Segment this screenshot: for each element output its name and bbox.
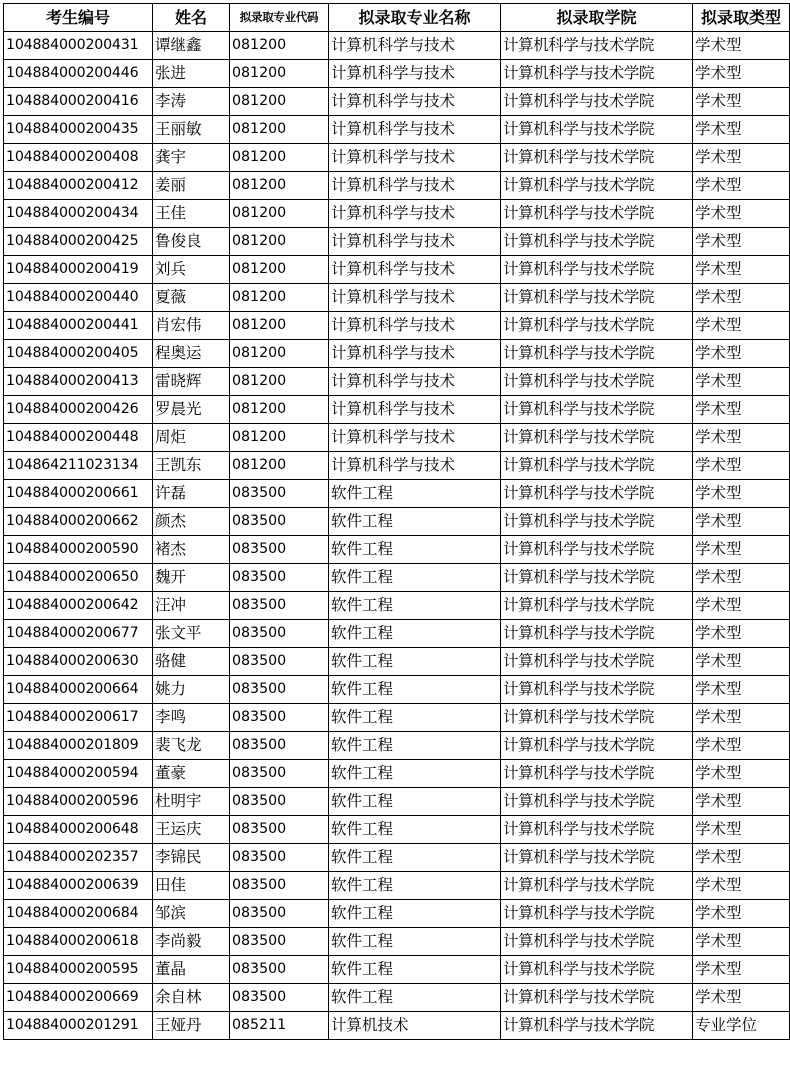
table-row bbox=[4, 732, 790, 760]
cell-college: 计算机科学与技术学院 bbox=[501, 88, 693, 116]
cell-college: 计算机科学与技术学院 bbox=[501, 704, 693, 732]
cell-major-name: 计算机科学与技术 bbox=[329, 424, 501, 452]
cell-major-name: 软件工程 bbox=[329, 760, 501, 788]
table-row bbox=[4, 88, 790, 116]
cell-exam-id: 104884000200426 bbox=[4, 396, 153, 424]
cell-type: 学术型 bbox=[693, 704, 790, 732]
cell-exam-id: 104884000200639 bbox=[4, 872, 153, 900]
cell-major-code: 083500 bbox=[230, 816, 329, 844]
header-exam-id: 考生编号 bbox=[4, 4, 153, 32]
cell-name: 周炬 bbox=[153, 424, 230, 452]
admission-table bbox=[3, 3, 790, 1040]
cell-major-code: 081200 bbox=[230, 396, 329, 424]
cell-exam-id: 104884000200664 bbox=[4, 676, 153, 704]
cell-major-name: 计算机科学与技术 bbox=[329, 88, 501, 116]
cell-major-code: 083500 bbox=[230, 592, 329, 620]
cell-major-code: 081200 bbox=[230, 88, 329, 116]
cell-name: 刘兵 bbox=[153, 256, 230, 284]
cell-college: 计算机科学与技术学院 bbox=[501, 200, 693, 228]
cell-major-code: 083500 bbox=[230, 900, 329, 928]
cell-type: 学术型 bbox=[693, 732, 790, 760]
cell-exam-id: 104884000200662 bbox=[4, 508, 153, 536]
cell-major-name: 计算机科学与技术 bbox=[329, 368, 501, 396]
table-row bbox=[4, 956, 790, 984]
cell-major-name: 计算机科学与技术 bbox=[329, 256, 501, 284]
table-row bbox=[4, 900, 790, 928]
cell-name: 许磊 bbox=[153, 480, 230, 508]
cell-exam-id: 104884000200590 bbox=[4, 536, 153, 564]
cell-exam-id: 104884000200405 bbox=[4, 340, 153, 368]
cell-type: 学术型 bbox=[693, 564, 790, 592]
cell-name: 鲁俊良 bbox=[153, 228, 230, 256]
header-major-name: 拟录取专业名称 bbox=[329, 4, 501, 32]
cell-college: 计算机科学与技术学院 bbox=[501, 732, 693, 760]
cell-type: 学术型 bbox=[693, 32, 790, 60]
cell-name: 张文平 bbox=[153, 620, 230, 648]
cell-major-code: 083500 bbox=[230, 676, 329, 704]
cell-major-name: 软件工程 bbox=[329, 676, 501, 704]
cell-exam-id: 104884000202357 bbox=[4, 844, 153, 872]
cell-major-code: 081200 bbox=[230, 452, 329, 480]
table-row bbox=[4, 32, 790, 60]
cell-exam-id: 104884000200677 bbox=[4, 620, 153, 648]
table-row bbox=[4, 844, 790, 872]
cell-major-code: 081200 bbox=[230, 340, 329, 368]
table-row bbox=[4, 340, 790, 368]
cell-major-name: 软件工程 bbox=[329, 956, 501, 984]
cell-major-name: 软件工程 bbox=[329, 928, 501, 956]
cell-major-code: 083500 bbox=[230, 564, 329, 592]
cell-college: 计算机科学与技术学院 bbox=[501, 536, 693, 564]
cell-exam-id: 104884000200431 bbox=[4, 32, 153, 60]
table-row bbox=[4, 480, 790, 508]
cell-type: 学术型 bbox=[693, 760, 790, 788]
cell-major-code: 081200 bbox=[230, 256, 329, 284]
cell-major-code: 081200 bbox=[230, 424, 329, 452]
cell-major-code: 081200 bbox=[230, 60, 329, 88]
cell-exam-id: 104884000200416 bbox=[4, 88, 153, 116]
cell-college: 计算机科学与技术学院 bbox=[501, 648, 693, 676]
cell-exam-id: 104884000200446 bbox=[4, 60, 153, 88]
cell-college: 计算机科学与技术学院 bbox=[501, 928, 693, 956]
cell-name: 魏开 bbox=[153, 564, 230, 592]
table-row bbox=[4, 172, 790, 200]
table-row bbox=[4, 60, 790, 88]
cell-college: 计算机科学与技术学院 bbox=[501, 368, 693, 396]
cell-name: 董豪 bbox=[153, 760, 230, 788]
cell-major-code: 083500 bbox=[230, 984, 329, 1012]
cell-name: 王丽敏 bbox=[153, 116, 230, 144]
table-row bbox=[4, 620, 790, 648]
cell-type: 专业学位 bbox=[693, 1012, 790, 1040]
cell-college: 计算机科学与技术学院 bbox=[501, 172, 693, 200]
cell-major-code: 083500 bbox=[230, 928, 329, 956]
table-row bbox=[4, 256, 790, 284]
cell-college: 计算机科学与技术学院 bbox=[501, 60, 693, 88]
cell-type: 学术型 bbox=[693, 676, 790, 704]
cell-type: 学术型 bbox=[693, 424, 790, 452]
cell-name: 余自林 bbox=[153, 984, 230, 1012]
cell-type: 学术型 bbox=[693, 256, 790, 284]
cell-major-name: 计算机科学与技术 bbox=[329, 396, 501, 424]
cell-major-name: 软件工程 bbox=[329, 536, 501, 564]
cell-exam-id: 104884000200413 bbox=[4, 368, 153, 396]
cell-major-name: 计算机科学与技术 bbox=[329, 452, 501, 480]
cell-type: 学术型 bbox=[693, 816, 790, 844]
cell-type: 学术型 bbox=[693, 508, 790, 536]
cell-major-code: 081200 bbox=[230, 284, 329, 312]
cell-name: 王佳 bbox=[153, 200, 230, 228]
cell-major-code: 083500 bbox=[230, 844, 329, 872]
cell-name: 邹滨 bbox=[153, 900, 230, 928]
table-row bbox=[4, 312, 790, 340]
table-row bbox=[4, 788, 790, 816]
cell-major-code: 083500 bbox=[230, 788, 329, 816]
cell-name: 骆健 bbox=[153, 648, 230, 676]
cell-exam-id: 104884000200425 bbox=[4, 228, 153, 256]
cell-exam-id: 104884000200419 bbox=[4, 256, 153, 284]
cell-major-name: 软件工程 bbox=[329, 816, 501, 844]
cell-type: 学术型 bbox=[693, 88, 790, 116]
cell-major-name: 计算机科学与技术 bbox=[329, 200, 501, 228]
cell-type: 学术型 bbox=[693, 284, 790, 312]
header-name: 姓名 bbox=[153, 4, 230, 32]
cell-college: 计算机科学与技术学院 bbox=[501, 340, 693, 368]
table-row bbox=[4, 228, 790, 256]
cell-name: 肖宏伟 bbox=[153, 312, 230, 340]
cell-type: 学术型 bbox=[693, 620, 790, 648]
table-row bbox=[4, 984, 790, 1012]
cell-major-code: 083500 bbox=[230, 620, 329, 648]
cell-major-name: 软件工程 bbox=[329, 704, 501, 732]
cell-major-code: 083500 bbox=[230, 956, 329, 984]
cell-major-code: 083500 bbox=[230, 508, 329, 536]
cell-type: 学术型 bbox=[693, 116, 790, 144]
cell-college: 计算机科学与技术学院 bbox=[501, 396, 693, 424]
cell-exam-id: 104884000200595 bbox=[4, 956, 153, 984]
table-header bbox=[4, 4, 790, 32]
table-row bbox=[4, 368, 790, 396]
table-row bbox=[4, 200, 790, 228]
cell-type: 学术型 bbox=[693, 396, 790, 424]
cell-exam-id: 104884000200661 bbox=[4, 480, 153, 508]
cell-major-code: 083500 bbox=[230, 480, 329, 508]
table-row bbox=[4, 144, 790, 172]
cell-college: 计算机科学与技术学院 bbox=[501, 844, 693, 872]
cell-type: 学术型 bbox=[693, 928, 790, 956]
cell-major-name: 软件工程 bbox=[329, 648, 501, 676]
cell-type: 学术型 bbox=[693, 592, 790, 620]
cell-major-code: 083500 bbox=[230, 760, 329, 788]
cell-type: 学术型 bbox=[693, 536, 790, 564]
cell-college: 计算机科学与技术学院 bbox=[501, 284, 693, 312]
cell-major-code: 081200 bbox=[230, 144, 329, 172]
cell-name: 杜明宇 bbox=[153, 788, 230, 816]
cell-major-name: 计算机科学与技术 bbox=[329, 32, 501, 60]
cell-college: 计算机科学与技术学院 bbox=[501, 788, 693, 816]
table-row bbox=[4, 816, 790, 844]
table-row bbox=[4, 564, 790, 592]
cell-exam-id: 104884000200648 bbox=[4, 816, 153, 844]
cell-name: 姚力 bbox=[153, 676, 230, 704]
cell-college: 计算机科学与技术学院 bbox=[501, 508, 693, 536]
cell-exam-id: 104884000200630 bbox=[4, 648, 153, 676]
cell-college: 计算机科学与技术学院 bbox=[501, 228, 693, 256]
cell-major-name: 软件工程 bbox=[329, 732, 501, 760]
header-college: 拟录取学院 bbox=[501, 4, 693, 32]
cell-exam-id: 104884000200408 bbox=[4, 144, 153, 172]
cell-type: 学术型 bbox=[693, 984, 790, 1012]
cell-major-code: 085211 bbox=[230, 1012, 329, 1040]
cell-major-code: 083500 bbox=[230, 872, 329, 900]
table-row bbox=[4, 424, 790, 452]
cell-name: 李锦民 bbox=[153, 844, 230, 872]
cell-exam-id: 104884000200440 bbox=[4, 284, 153, 312]
cell-major-name: 计算机科学与技术 bbox=[329, 172, 501, 200]
cell-exam-id: 104884000200594 bbox=[4, 760, 153, 788]
cell-type: 学术型 bbox=[693, 844, 790, 872]
cell-type: 学术型 bbox=[693, 172, 790, 200]
table-row bbox=[4, 452, 790, 480]
cell-major-name: 软件工程 bbox=[329, 788, 501, 816]
cell-major-name: 软件工程 bbox=[329, 508, 501, 536]
table-row bbox=[4, 872, 790, 900]
cell-exam-id: 104884000200596 bbox=[4, 788, 153, 816]
cell-name: 夏薇 bbox=[153, 284, 230, 312]
cell-major-code: 081200 bbox=[230, 228, 329, 256]
cell-major-code: 081200 bbox=[230, 200, 329, 228]
table-row bbox=[4, 116, 790, 144]
cell-major-name: 计算机科学与技术 bbox=[329, 60, 501, 88]
cell-name: 田佳 bbox=[153, 872, 230, 900]
cell-type: 学术型 bbox=[693, 900, 790, 928]
cell-major-code: 081200 bbox=[230, 172, 329, 200]
cell-major-name: 软件工程 bbox=[329, 480, 501, 508]
cell-major-code: 083500 bbox=[230, 732, 329, 760]
cell-name: 谭继鑫 bbox=[153, 32, 230, 60]
cell-name: 姜丽 bbox=[153, 172, 230, 200]
cell-major-code: 083500 bbox=[230, 704, 329, 732]
cell-type: 学术型 bbox=[693, 788, 790, 816]
cell-college: 计算机科学与技术学院 bbox=[501, 312, 693, 340]
cell-type: 学术型 bbox=[693, 228, 790, 256]
cell-major-name: 软件工程 bbox=[329, 564, 501, 592]
cell-exam-id: 104884000200618 bbox=[4, 928, 153, 956]
cell-exam-id: 104884000201809 bbox=[4, 732, 153, 760]
table-row bbox=[4, 928, 790, 956]
cell-college: 计算机科学与技术学院 bbox=[501, 620, 693, 648]
cell-type: 学术型 bbox=[693, 60, 790, 88]
cell-type: 学术型 bbox=[693, 312, 790, 340]
cell-college: 计算机科学与技术学院 bbox=[501, 564, 693, 592]
cell-college: 计算机科学与技术学院 bbox=[501, 872, 693, 900]
table-row bbox=[4, 396, 790, 424]
cell-college: 计算机科学与技术学院 bbox=[501, 452, 693, 480]
cell-major-name: 软件工程 bbox=[329, 984, 501, 1012]
cell-college: 计算机科学与技术学院 bbox=[501, 900, 693, 928]
cell-exam-id: 104884000200650 bbox=[4, 564, 153, 592]
cell-type: 学术型 bbox=[693, 956, 790, 984]
table-row bbox=[4, 760, 790, 788]
cell-name: 汪冲 bbox=[153, 592, 230, 620]
cell-type: 学术型 bbox=[693, 872, 790, 900]
cell-name: 裴飞龙 bbox=[153, 732, 230, 760]
cell-name: 颜杰 bbox=[153, 508, 230, 536]
table-row bbox=[4, 648, 790, 676]
cell-college: 计算机科学与技术学院 bbox=[501, 676, 693, 704]
table-row bbox=[4, 1012, 790, 1040]
cell-college: 计算机科学与技术学院 bbox=[501, 116, 693, 144]
cell-exam-id: 104884000200448 bbox=[4, 424, 153, 452]
cell-name: 张进 bbox=[153, 60, 230, 88]
cell-major-code: 081200 bbox=[230, 116, 329, 144]
cell-type: 学术型 bbox=[693, 480, 790, 508]
table-body bbox=[4, 32, 790, 1040]
cell-major-name: 计算机科学与技术 bbox=[329, 116, 501, 144]
header-major-code: 拟录取专业代码 bbox=[230, 4, 329, 32]
cell-type: 学术型 bbox=[693, 144, 790, 172]
cell-exam-id: 104864211023134 bbox=[4, 452, 153, 480]
cell-exam-id: 104884000200642 bbox=[4, 592, 153, 620]
cell-type: 学术型 bbox=[693, 648, 790, 676]
cell-major-name: 软件工程 bbox=[329, 872, 501, 900]
cell-type: 学术型 bbox=[693, 368, 790, 396]
cell-exam-id: 104884000200412 bbox=[4, 172, 153, 200]
cell-name: 李鸣 bbox=[153, 704, 230, 732]
cell-major-name: 计算机科学与技术 bbox=[329, 228, 501, 256]
cell-college: 计算机科学与技术学院 bbox=[501, 592, 693, 620]
cell-college: 计算机科学与技术学院 bbox=[501, 956, 693, 984]
cell-exam-id: 104884000200684 bbox=[4, 900, 153, 928]
table-row bbox=[4, 704, 790, 732]
cell-exam-id: 104884000201291 bbox=[4, 1012, 153, 1040]
cell-major-name: 计算机科学与技术 bbox=[329, 340, 501, 368]
cell-type: 学术型 bbox=[693, 452, 790, 480]
cell-college: 计算机科学与技术学院 bbox=[501, 480, 693, 508]
cell-major-name: 软件工程 bbox=[329, 844, 501, 872]
cell-name: 程奥运 bbox=[153, 340, 230, 368]
cell-type: 学术型 bbox=[693, 340, 790, 368]
cell-name: 董晶 bbox=[153, 956, 230, 984]
cell-name: 李尚毅 bbox=[153, 928, 230, 956]
cell-major-code: 081200 bbox=[230, 312, 329, 340]
table-row bbox=[4, 676, 790, 704]
cell-name: 王凯东 bbox=[153, 452, 230, 480]
table-row bbox=[4, 536, 790, 564]
cell-name: 雷晓辉 bbox=[153, 368, 230, 396]
cell-exam-id: 104884000200617 bbox=[4, 704, 153, 732]
cell-exam-id: 104884000200441 bbox=[4, 312, 153, 340]
cell-type: 学术型 bbox=[693, 200, 790, 228]
cell-name: 褚杰 bbox=[153, 536, 230, 564]
cell-exam-id: 104884000200669 bbox=[4, 984, 153, 1012]
cell-college: 计算机科学与技术学院 bbox=[501, 424, 693, 452]
cell-college: 计算机科学与技术学院 bbox=[501, 1012, 693, 1040]
cell-exam-id: 104884000200435 bbox=[4, 116, 153, 144]
cell-name: 王运庆 bbox=[153, 816, 230, 844]
cell-major-name: 计算机科学与技术 bbox=[329, 144, 501, 172]
cell-major-name: 计算机科学与技术 bbox=[329, 312, 501, 340]
cell-college: 计算机科学与技术学院 bbox=[501, 984, 693, 1012]
cell-name: 李涛 bbox=[153, 88, 230, 116]
cell-major-name: 计算机技术 bbox=[329, 1012, 501, 1040]
cell-college: 计算机科学与技术学院 bbox=[501, 32, 693, 60]
table-row bbox=[4, 592, 790, 620]
header-type: 拟录取类型 bbox=[693, 4, 790, 32]
header-row bbox=[4, 4, 790, 32]
cell-college: 计算机科学与技术学院 bbox=[501, 256, 693, 284]
cell-college: 计算机科学与技术学院 bbox=[501, 760, 693, 788]
cell-major-name: 软件工程 bbox=[329, 592, 501, 620]
cell-major-code: 083500 bbox=[230, 536, 329, 564]
cell-name: 王娅丹 bbox=[153, 1012, 230, 1040]
cell-name: 龚宇 bbox=[153, 144, 230, 172]
cell-major-code: 081200 bbox=[230, 32, 329, 60]
cell-major-name: 计算机科学与技术 bbox=[329, 284, 501, 312]
cell-college: 计算机科学与技术学院 bbox=[501, 816, 693, 844]
cell-exam-id: 104884000200434 bbox=[4, 200, 153, 228]
cell-name: 罗晨光 bbox=[153, 396, 230, 424]
cell-major-code: 083500 bbox=[230, 648, 329, 676]
cell-college: 计算机科学与技术学院 bbox=[501, 144, 693, 172]
table-row bbox=[4, 284, 790, 312]
cell-major-code: 081200 bbox=[230, 368, 329, 396]
cell-major-name: 软件工程 bbox=[329, 620, 501, 648]
cell-major-name: 软件工程 bbox=[329, 900, 501, 928]
table-row bbox=[4, 508, 790, 536]
